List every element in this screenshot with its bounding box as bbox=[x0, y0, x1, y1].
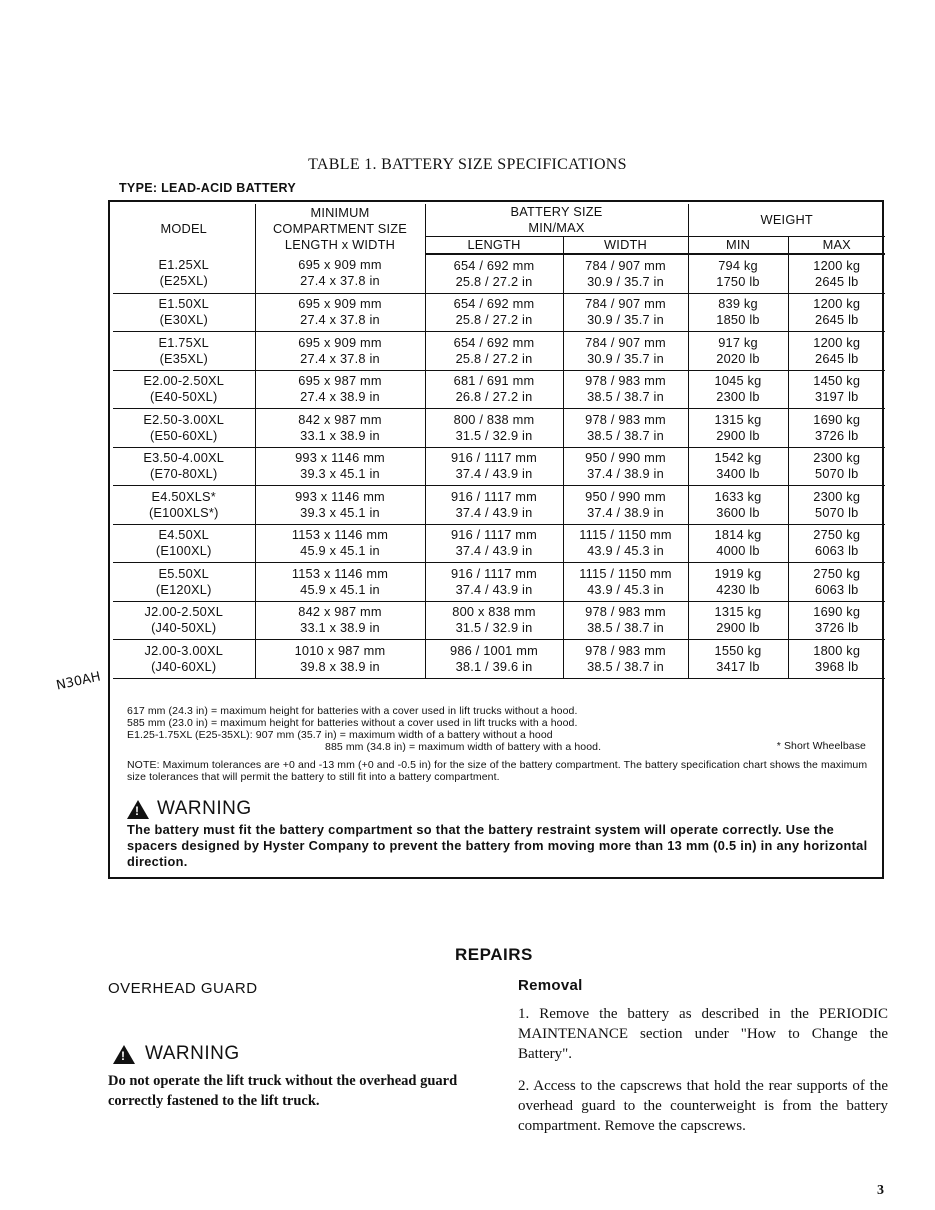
cell-model bbox=[113, 447, 255, 486]
cell-line: 30.9 / 35.7 in bbox=[587, 312, 664, 328]
cell-line: 1850 lb bbox=[716, 312, 760, 328]
cell-line: 27.4 x 37.8 in bbox=[300, 273, 380, 289]
cell-line: 38.5 / 38.7 in bbox=[587, 427, 664, 443]
note-line: 617 mm (24.3 in) = maximum height for batteries with a cover used in lift trucks without a hood. bbox=[127, 705, 578, 717]
cell-line: 38.1 / 39.6 in bbox=[455, 658, 533, 674]
cell-line: 1045 kg bbox=[714, 373, 762, 389]
cell-wmin bbox=[688, 601, 788, 640]
cell-wmax bbox=[788, 601, 885, 640]
cell-model bbox=[113, 293, 255, 332]
cell-line: E4.50XL bbox=[158, 527, 209, 543]
table-row bbox=[113, 524, 885, 563]
cell-line: E5.50XL bbox=[158, 565, 209, 581]
cell-line: 784 / 907 mm bbox=[585, 296, 666, 312]
cell-len bbox=[425, 524, 563, 563]
cell-line: 3400 lb bbox=[716, 466, 760, 482]
cell-wmin bbox=[688, 524, 788, 563]
cell-wid bbox=[563, 524, 688, 563]
cell-line: 3726 lb bbox=[815, 620, 859, 636]
cell-len bbox=[425, 409, 563, 448]
cell-line: 993 x 1146 mm bbox=[295, 488, 385, 504]
table-row bbox=[113, 486, 885, 525]
cell-line: 794 kg bbox=[718, 257, 758, 273]
cell-line: 1633 kg bbox=[714, 488, 762, 504]
removal-step-2: 2. Access to the capscrews that hold the rear supports of the overhead guard to the counterweight is from the battery compartment. Remove the capscrews. bbox=[518, 1078, 888, 1134]
cell-line: 30.9 / 35.7 in bbox=[587, 350, 664, 366]
cell-line: 2750 kg bbox=[813, 527, 861, 543]
cell-line: 842 x 987 mm bbox=[298, 411, 382, 427]
cell-line: 4230 lb bbox=[716, 581, 760, 597]
cell-line: 978 / 983 mm bbox=[585, 411, 666, 427]
cell-wmin bbox=[688, 563, 788, 602]
cell-comp bbox=[255, 293, 425, 332]
header-battery-size: BATTERY SIZE MIN/MAX bbox=[425, 204, 688, 237]
cell-wmax bbox=[788, 563, 885, 602]
cell-line: 800 x 838 mm bbox=[452, 604, 536, 620]
cell-line: 993 x 1146 mm bbox=[295, 450, 385, 466]
cell-line: 4000 lb bbox=[716, 543, 760, 559]
table-warning-body: The battery must fit the battery compartment so that the battery restraint system will operate correctly. Use the spacers designed by Hyster Company to prevent the battery from moving more than 13 mm (0.5 in) in any horizontal direction. bbox=[127, 822, 868, 869]
cell-model bbox=[113, 524, 255, 563]
cell-line: E1.25XL bbox=[158, 257, 209, 273]
header-model: MODEL bbox=[113, 204, 255, 254]
cell-line: 43.9 / 45.3 in bbox=[587, 581, 664, 597]
cell-line: 2020 lb bbox=[716, 350, 760, 366]
cell-line: 25.8 / 27.2 in bbox=[455, 273, 533, 289]
cell-line: 654 / 692 mm bbox=[453, 296, 535, 312]
cell-line: (E25XL) bbox=[159, 273, 208, 289]
cell-line: 2645 lb bbox=[815, 312, 859, 328]
cell-line: 39.3 x 45.1 in bbox=[300, 504, 380, 520]
cell-line: 1690 kg bbox=[813, 604, 861, 620]
table-notes bbox=[127, 705, 872, 783]
cell-wmax bbox=[788, 524, 885, 563]
cell-line: 38.5 / 38.7 in bbox=[587, 658, 664, 674]
cell-wmax bbox=[788, 447, 885, 486]
cell-line: 27.4 x 38.9 in bbox=[300, 389, 380, 405]
cell-wid bbox=[563, 563, 688, 602]
cell-line: (J40-60XL) bbox=[151, 658, 217, 674]
cell-line: 1542 kg bbox=[714, 450, 762, 466]
header-weight-max: MAX bbox=[788, 237, 885, 255]
cell-comp bbox=[255, 254, 425, 293]
cell-line: 39.3 x 45.1 in bbox=[300, 466, 380, 482]
cell-line: 1800 kg bbox=[813, 642, 861, 658]
cell-line: 978 / 983 mm bbox=[585, 373, 666, 389]
cell-line: 2645 lb bbox=[815, 350, 859, 366]
cell-line: E2.00-2.50XL bbox=[143, 373, 225, 389]
cell-line: (E100XL) bbox=[155, 543, 212, 559]
cell-wmin bbox=[688, 447, 788, 486]
cell-line: 950 / 990 mm bbox=[585, 450, 666, 466]
table-row bbox=[113, 447, 885, 486]
cell-line: 1200 kg bbox=[813, 257, 861, 273]
cell-line: 1690 kg bbox=[813, 411, 861, 427]
cell-line: 3726 lb bbox=[815, 427, 859, 443]
cell-line: 784 / 907 mm bbox=[585, 257, 666, 273]
table-row bbox=[113, 293, 885, 332]
cell-wid bbox=[563, 409, 688, 448]
header-weight-min: MIN bbox=[688, 237, 788, 255]
page-number: 3 bbox=[877, 1183, 884, 1198]
cell-line: 45.9 x 45.1 in bbox=[300, 543, 380, 559]
cell-line: (J40-50XL) bbox=[151, 620, 217, 636]
cell-line: (E120XL) bbox=[155, 581, 212, 597]
cell-line: 37.4 / 43.9 in bbox=[455, 543, 533, 559]
cell-line: E4.50XLS* bbox=[151, 488, 216, 504]
cell-line: 37.4 / 43.9 in bbox=[455, 504, 533, 520]
cell-len bbox=[425, 370, 563, 409]
table-row bbox=[113, 332, 885, 371]
cell-model bbox=[113, 563, 255, 602]
cell-line: 654 / 692 mm bbox=[453, 334, 535, 350]
cell-line: 986 / 1001 mm bbox=[450, 642, 538, 658]
cell-wmin bbox=[688, 332, 788, 371]
cell-line: 43.9 / 45.3 in bbox=[587, 543, 664, 559]
cell-model bbox=[113, 601, 255, 640]
cell-wmax bbox=[788, 409, 885, 448]
cell-line: E1.50XL bbox=[158, 296, 209, 312]
removal-step-1: 1. Remove the battery as described in the PERIODIC MAINTENANCE section under "How to Change the Battery". bbox=[518, 1006, 888, 1062]
cell-wmax bbox=[788, 293, 885, 332]
battery-spec-table bbox=[113, 204, 885, 679]
cell-comp bbox=[255, 447, 425, 486]
cell-line: 31.5 / 32.9 in bbox=[455, 427, 533, 443]
cell-line: 1200 kg bbox=[813, 334, 861, 350]
note-line: 585 mm (23.0 in) = maximum height for batteries without a cover used in lift trucks with a hood. bbox=[127, 717, 578, 729]
cell-wid bbox=[563, 370, 688, 409]
cell-wmin bbox=[688, 370, 788, 409]
cell-line: 33.1 x 38.9 in bbox=[300, 620, 380, 636]
cell-line: 681 / 691 mm bbox=[453, 373, 535, 389]
cell-wmax bbox=[788, 254, 885, 293]
cell-comp bbox=[255, 563, 425, 602]
cell-line: 695 x 909 mm bbox=[298, 296, 382, 312]
cell-model bbox=[113, 486, 255, 525]
cell-line: (E70-80XL) bbox=[150, 466, 218, 482]
cell-model bbox=[113, 332, 255, 371]
handwritten-margin-note: N30AH bbox=[54, 669, 103, 694]
cell-line: 6063 lb bbox=[815, 581, 859, 597]
guard-warning-header bbox=[113, 1043, 240, 1065]
cell-line: 3600 lb bbox=[716, 504, 760, 520]
cell-line: 2300 kg bbox=[813, 488, 861, 504]
cell-line: 1750 lb bbox=[716, 273, 760, 289]
guard-warning-body: Do not operate the lift truck without the overhead guard correctly fastened to the lift truck. bbox=[108, 1073, 458, 1109]
cell-line: 27.4 x 37.8 in bbox=[300, 350, 380, 366]
cell-line: 950 / 990 mm bbox=[585, 488, 666, 504]
cell-line: E1.75XL bbox=[158, 334, 209, 350]
cell-line: 1010 x 987 mm bbox=[294, 642, 386, 658]
cell-wid bbox=[563, 293, 688, 332]
cell-line: 39.8 x 38.9 in bbox=[300, 658, 380, 674]
cell-wmin bbox=[688, 640, 788, 679]
cell-wid bbox=[563, 254, 688, 293]
cell-line: 25.8 / 27.2 in bbox=[455, 312, 533, 328]
cell-line: (E50-60XL) bbox=[150, 427, 218, 443]
cell-line: E3.50-4.00XL bbox=[143, 450, 225, 466]
cell-line: 33.1 x 38.9 in bbox=[300, 427, 380, 443]
header-compartment: MINIMUM COMPARTMENT SIZE LENGTH x WIDTH bbox=[255, 204, 425, 254]
cell-wid bbox=[563, 640, 688, 679]
cell-line: J2.00-3.00XL bbox=[144, 642, 224, 658]
note-line: E1.25-1.75XL (E25-35XL): 907 mm (35.7 in) = maximum width of a battery without a hood bbox=[127, 729, 553, 741]
cell-line: (E35XL) bbox=[159, 350, 208, 366]
table-warning-header bbox=[127, 798, 252, 820]
cell-line: (E100XLS*) bbox=[148, 504, 219, 520]
cell-comp bbox=[255, 601, 425, 640]
cell-model bbox=[113, 254, 255, 293]
cell-wmax bbox=[788, 332, 885, 371]
header-weight: WEIGHT bbox=[688, 204, 885, 237]
cell-comp bbox=[255, 640, 425, 679]
cell-comp bbox=[255, 524, 425, 563]
cell-line: 2645 lb bbox=[815, 273, 859, 289]
cell-line: 917 kg bbox=[718, 334, 758, 350]
cell-line: 654 / 692 mm bbox=[453, 257, 535, 273]
warning-title: WARNING bbox=[145, 1043, 240, 1064]
cell-wmin bbox=[688, 409, 788, 448]
table-row bbox=[113, 254, 885, 293]
cell-len bbox=[425, 332, 563, 371]
cell-comp bbox=[255, 332, 425, 371]
cell-line: 38.5 / 38.7 in bbox=[587, 389, 664, 405]
table-title: TABLE 1. BATTERY SIZE SPECIFICATIONS bbox=[308, 156, 627, 173]
cell-wmin bbox=[688, 254, 788, 293]
table-row bbox=[113, 370, 885, 409]
header-width: WIDTH bbox=[563, 237, 688, 255]
cell-line: 1200 kg bbox=[813, 296, 861, 312]
cell-line: 6063 lb bbox=[815, 543, 859, 559]
cell-line: 27.4 x 37.8 in bbox=[300, 312, 380, 328]
cell-line: 695 x 987 mm bbox=[298, 373, 382, 389]
cell-line: 1814 kg bbox=[714, 527, 762, 543]
cell-comp bbox=[255, 409, 425, 448]
cell-line: 37.4 / 38.9 in bbox=[587, 504, 664, 520]
battery-type-label: TYPE: LEAD-ACID BATTERY bbox=[119, 181, 297, 195]
cell-line: 2900 lb bbox=[716, 427, 760, 443]
cell-wid bbox=[563, 332, 688, 371]
repairs-heading: REPAIRS bbox=[455, 945, 533, 964]
cell-line: 800 / 838 mm bbox=[453, 411, 535, 427]
cell-line: 1450 kg bbox=[813, 373, 861, 389]
table-row bbox=[113, 409, 885, 448]
cell-line: 31.5 / 32.9 in bbox=[455, 620, 533, 636]
cell-line: 3417 lb bbox=[716, 658, 760, 674]
cell-line: 25.8 / 27.2 in bbox=[455, 350, 533, 366]
cell-model bbox=[113, 640, 255, 679]
cell-line: 38.5 / 38.7 in bbox=[587, 620, 664, 636]
cell-line: 842 x 987 mm bbox=[298, 604, 382, 620]
cell-wmax bbox=[788, 486, 885, 525]
cell-wmax bbox=[788, 370, 885, 409]
cell-comp bbox=[255, 370, 425, 409]
cell-line: 37.4 / 43.9 in bbox=[455, 466, 533, 482]
cell-line: 1919 kg bbox=[714, 565, 762, 581]
cell-line: 916 / 1117 mm bbox=[450, 565, 538, 581]
cell-line: 1115 / 1150 mm bbox=[579, 565, 672, 581]
cell-len bbox=[425, 447, 563, 486]
cell-line: 2300 lb bbox=[716, 389, 760, 405]
cell-wmax bbox=[788, 640, 885, 679]
tolerance-note: NOTE: Maximum tolerances are +0 and -13 mm (+0 and -0.5 in) for the size of the battery compartment. The battery specification chart shows the maximum size tolerances that will permit the battery to still fit into a battery compartment. bbox=[127, 759, 868, 783]
cell-line: 916 / 1117 mm bbox=[450, 488, 538, 504]
cell-wid bbox=[563, 447, 688, 486]
cell-line: 839 kg bbox=[718, 296, 758, 312]
warning-icon: ! bbox=[127, 800, 149, 819]
cell-line: E2.50-3.00XL bbox=[143, 411, 225, 427]
short-wheelbase-note: * Short Wheelbase bbox=[776, 740, 866, 752]
warning-icon: ! bbox=[113, 1045, 135, 1064]
overhead-guard-heading: OVERHEAD GUARD bbox=[108, 980, 258, 997]
cell-line: 695 x 909 mm bbox=[298, 257, 382, 273]
cell-line: 784 / 907 mm bbox=[585, 334, 666, 350]
cell-line: 1315 kg bbox=[714, 411, 762, 427]
cell-line: 26.8 / 27.2 in bbox=[455, 389, 533, 405]
cell-model bbox=[113, 409, 255, 448]
cell-wid bbox=[563, 486, 688, 525]
cell-line: 1153 x 1146 mm bbox=[291, 527, 389, 543]
cell-model bbox=[113, 370, 255, 409]
warning-title: WARNING bbox=[157, 798, 252, 819]
cell-line: (E40-50XL) bbox=[150, 389, 218, 405]
removal-heading: Removal bbox=[518, 977, 583, 994]
cell-line: 30.9 / 35.7 in bbox=[587, 273, 664, 289]
cell-line: 45.9 x 45.1 in bbox=[300, 581, 380, 597]
cell-len bbox=[425, 601, 563, 640]
cell-wmin bbox=[688, 293, 788, 332]
cell-len bbox=[425, 254, 563, 293]
cell-line: 1550 kg bbox=[714, 642, 762, 658]
cell-line: 5070 lb bbox=[815, 504, 859, 520]
cell-line: 3968 lb bbox=[815, 658, 859, 674]
cell-wmin bbox=[688, 486, 788, 525]
cell-line: 37.4 / 43.9 in bbox=[455, 581, 533, 597]
cell-len bbox=[425, 640, 563, 679]
cell-len bbox=[425, 486, 563, 525]
cell-comp bbox=[255, 486, 425, 525]
cell-line: 37.4 / 38.9 in bbox=[587, 466, 664, 482]
cell-line: 1315 kg bbox=[714, 604, 762, 620]
cell-line: 2900 lb bbox=[716, 620, 760, 636]
cell-line: 3197 lb bbox=[815, 389, 859, 405]
cell-line: 2750 kg bbox=[813, 565, 861, 581]
cell-line: J2.00-2.50XL bbox=[144, 604, 224, 620]
cell-wid bbox=[563, 601, 688, 640]
cell-line: 1153 x 1146 mm bbox=[291, 565, 389, 581]
cell-line: 5070 lb bbox=[815, 466, 859, 482]
cell-line: 978 / 983 mm bbox=[585, 642, 666, 658]
header-length: LENGTH bbox=[425, 237, 563, 255]
note-line: 885 mm (34.8 in) = maximum width of battery with a hood. bbox=[325, 741, 602, 753]
cell-line: 2300 kg bbox=[813, 450, 861, 466]
table-row bbox=[113, 640, 885, 679]
cell-len bbox=[425, 563, 563, 602]
cell-line: 978 / 983 mm bbox=[585, 604, 666, 620]
cell-line: 916 / 1117 mm bbox=[450, 527, 538, 543]
cell-line: 1115 / 1150 mm bbox=[579, 527, 672, 543]
cell-len bbox=[425, 293, 563, 332]
cell-line: (E30XL) bbox=[159, 312, 208, 328]
table-row bbox=[113, 601, 885, 640]
cell-line: 695 x 909 mm bbox=[298, 334, 382, 350]
cell-line: 916 / 1117 mm bbox=[450, 450, 538, 466]
table-row bbox=[113, 563, 885, 602]
